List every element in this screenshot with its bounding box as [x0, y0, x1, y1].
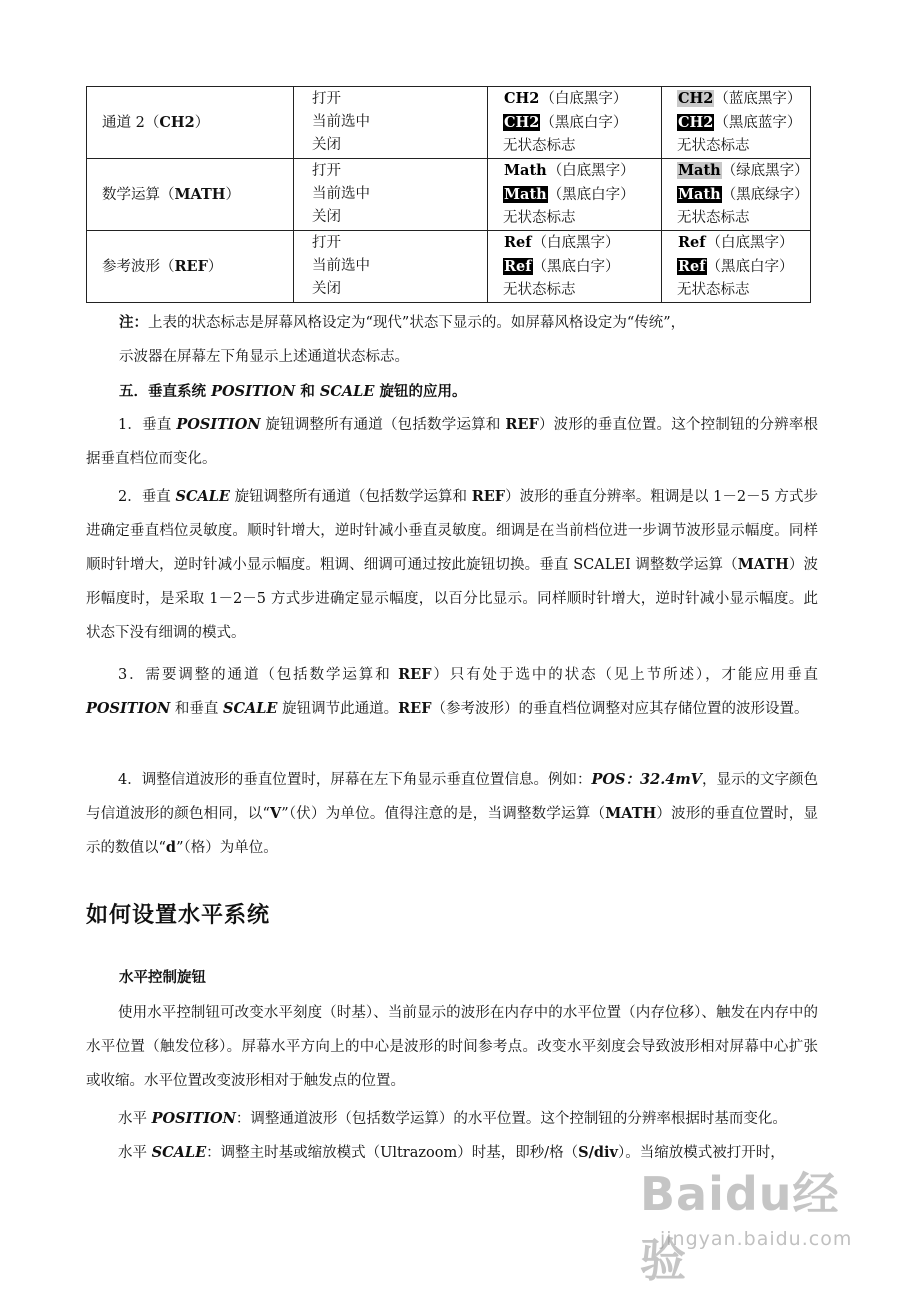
channel-name-cell: 数学运算（MATH） — [87, 159, 294, 231]
channel-name-cell: 通道 2（CH2） — [87, 87, 294, 159]
state-label: 当前选中 — [312, 258, 370, 274]
indicator-line: Math（白底黑字） — [504, 162, 635, 179]
status-badge: CH2 — [504, 114, 540, 131]
indicator-line: Ref（黑底白字） — [678, 258, 794, 275]
state-cell — [294, 159, 488, 231]
indicator-line: Ref（白底黑字） — [504, 234, 620, 251]
table-note-line-1 — [119, 311, 819, 332]
indicator-line: 无状态标志 — [677, 282, 750, 298]
state-label: 关闭 — [312, 137, 341, 153]
indicator-line: Math（绿底黑字） — [678, 162, 809, 179]
indicator-line: CH2（黑底蓝字） — [678, 114, 802, 131]
paragraph-5: 使用水平控制钮可改变水平刻度（时基）、当前显示的波形在内存中的水平位置（内存位移）、触发在内存中的水平位置（触发位移）。屏幕水平方向上的中心是波形的时间参考点。改变水平刻度会导致波形相对屏幕中心扩张或收缩。水平位置改变波形相对于触发点的位置。 — [86, 1005, 818, 1089]
indicator-line: Ref（白底黑字） — [678, 234, 794, 251]
classic-indicator-cell — [662, 159, 811, 231]
state-cell — [294, 231, 488, 303]
state-cell — [294, 87, 488, 159]
status-badge: Math — [504, 162, 547, 179]
section-heading: 如何设置水平系统 — [86, 903, 271, 928]
status-badge: Math — [678, 162, 721, 179]
status-badge: Math — [504, 186, 547, 203]
state-label: 当前选中 — [312, 186, 370, 202]
modern-indicator-cell — [488, 159, 662, 231]
table-row — [87, 87, 811, 159]
status-badge: Ref — [678, 258, 706, 275]
status-badge: Ref — [504, 258, 532, 275]
status-badge: CH2 — [678, 90, 714, 107]
note-prefix: 注： — [119, 314, 148, 331]
status-badge: Ref — [504, 234, 532, 251]
paragraph-1: 1．垂直 POSITION 旋钮调整所有通道（包括数学运算和 REF）波形的垂直位置。这个控制钮的分辨率根据垂直档位而变化。 — [86, 416, 819, 467]
status-badge: Math — [678, 186, 721, 203]
watermark-brand: Baidu经验 — [640, 1167, 840, 1287]
status-badge: Ref — [678, 234, 706, 251]
state-label: 打开 — [312, 163, 341, 179]
indicator-line: Math（黑底绿字） — [678, 186, 809, 203]
indicator-line: CH2（白底黑字） — [504, 90, 628, 107]
baidu-jingyan-watermark — [640, 1158, 880, 1287]
state-label: 打开 — [312, 235, 341, 251]
status-badge: CH2 — [504, 90, 540, 107]
note-text-1: 上表的状态标志是屏幕风格设定为“现代”状态下显示的。如屏幕风格设定为“传统”， — [148, 315, 686, 331]
paragraph-2: 2．垂直 SCALE 旋钮调整所有通道（包括数学运算和 REF）波形的垂直分辨率。粗调是以 1－2－5 方式步进确定垂直档位灵敏度。顺时针增大，逆时针减小垂直灵敏度。细调是在当前档位进一步调节波形显示幅度。同样顺时针增大，逆时针减小显示幅度。粗调、细调可通过按此旋钮切换。垂直 SCALEI 调整数学运算（MATH）波形幅度时，是采取 1－2－5 方式步进确定显示幅度，以百分比显示。同样顺时针增大，逆时针减小显示幅度。此状态下没有细调的模式。 — [86, 488, 819, 641]
paragraph-4: 4．调整信道波形的垂直位置时，屏幕在左下角显示垂直位置信息。例如：POS：32.4mV，显示的文字颜色与信道波形的颜色相同，以“V”（伏）为单位。值得注意的是，当调整数学运算（MATH）波形的垂直位置时，显示的数值以“d”（格）为单位。 — [86, 771, 819, 856]
indicator-line: Math（黑底白字） — [504, 186, 635, 203]
classic-indicator-cell — [662, 87, 811, 159]
paragraph-6: 水平 POSITION：调整通道波形（包括数学运算）的水平位置。这个控制钮的分辨率根据时基而变化。 — [118, 1110, 787, 1127]
state-label: 关闭 — [312, 209, 341, 225]
indicator-line: Ref（黑底白字） — [504, 258, 620, 275]
section-5-heading: 五．垂直系统 POSITION 和 SCALE 旋钮的应用。 — [119, 383, 467, 400]
table-note-line-2: 示波器在屏幕左下角显示上述通道状态标志。 — [119, 349, 409, 365]
status-badge: CH2 — [678, 114, 714, 131]
table-row — [87, 231, 811, 303]
watermark-url: jingyan.baidu.com — [660, 1228, 853, 1250]
indicator-line: 无状态标志 — [503, 138, 576, 154]
indicator-line: CH2（蓝底黑字） — [678, 90, 802, 107]
channel-status-table — [86, 86, 811, 303]
indicator-line: CH2（黑底白字） — [504, 114, 628, 131]
state-label: 关闭 — [312, 281, 341, 297]
channel-name-cell: 参考波形（REF） — [87, 231, 294, 303]
classic-indicator-cell — [662, 231, 811, 303]
indicator-line: 无状态标志 — [503, 210, 576, 226]
modern-indicator-cell — [488, 87, 662, 159]
table-row — [87, 159, 811, 231]
paragraph-7: 水平 SCALE：调整主时基或缩放模式（Ultrazoom）时基，即秒/格（S/div）。当缩放模式被打开时， — [118, 1144, 785, 1161]
state-label: 打开 — [312, 91, 341, 107]
indicator-line: 无状态标志 — [677, 138, 750, 154]
subsection-heading: 水平控制旋钮 — [119, 969, 206, 986]
indicator-line: 无状态标志 — [677, 210, 750, 226]
modern-indicator-cell — [488, 231, 662, 303]
indicator-line: 无状态标志 — [503, 282, 576, 298]
paragraph-3: 3．需要调整的通道（包括数学运算和 REF）只有处于选中的状态（见上节所述），才能应用垂直 POSITION 和垂直 SCALE 旋钮调节此通道。REF（参考波形）的垂直档位调整对应其存储位置的波形设置。 — [86, 666, 818, 717]
state-label: 当前选中 — [312, 114, 370, 130]
